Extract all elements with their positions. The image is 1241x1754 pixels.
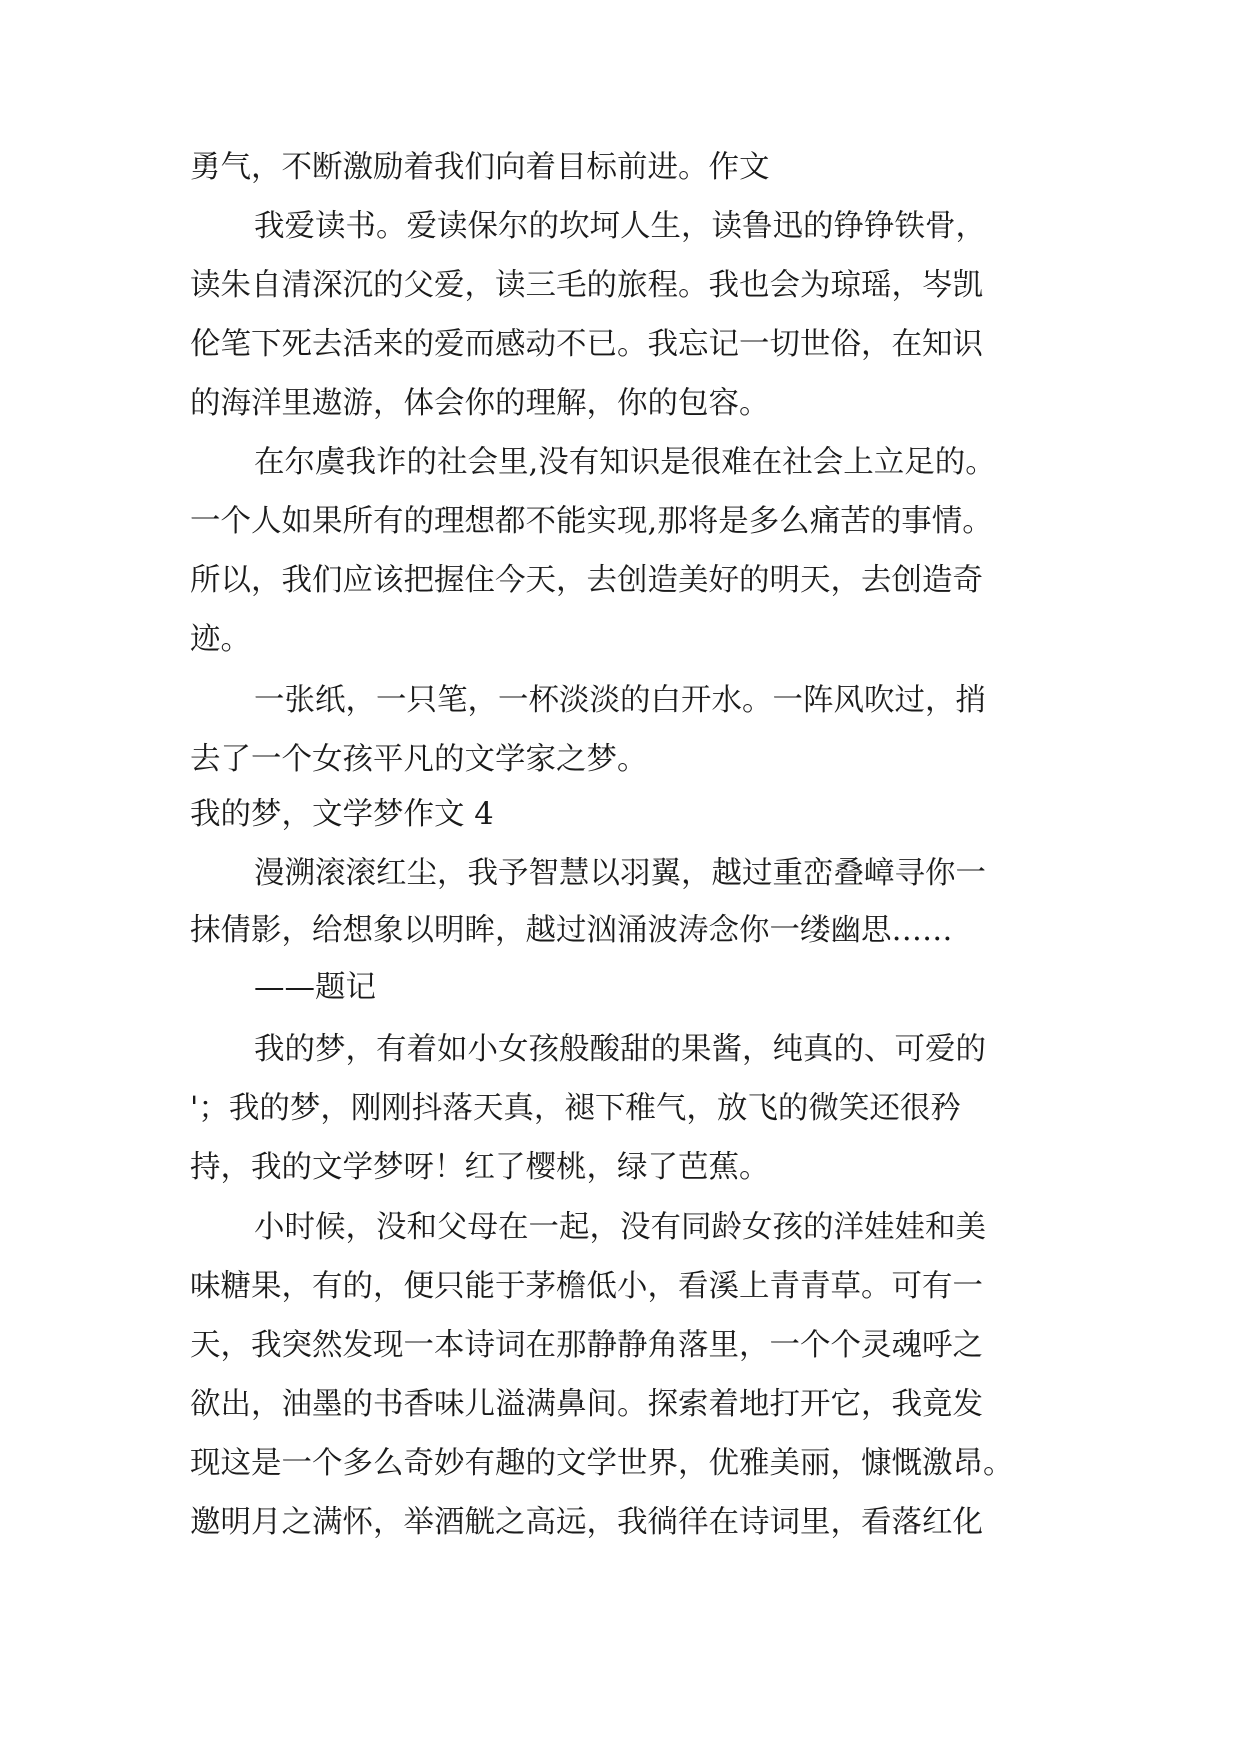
text-line: 抹倩影，给想象以明眸，越过汹涌波涛念你一缕幽思……: [190, 913, 953, 948]
text-line: 读朱自清深沉的父爱，读三毛的旅程。我也会为琼瑶，岑凯: [190, 268, 983, 303]
text-line: 伦笔下死去活来的爱而感动不已。我忘记一切世俗，在知识: [190, 327, 983, 362]
text-line: 的海洋里遨游，体会你的理解，你的包容。: [190, 386, 770, 421]
text-line: 现这是一个多么奇妙有趣的文学世界，优雅美丽，慷慨激昂。: [190, 1446, 1014, 1481]
text-line: 一张纸，一只笔，一杯淡淡的白开水。一阵风吹过，捎: [254, 683, 986, 718]
text-line: 漫溯滚滚红尘，我予智慧以羽翼，越过重峦叠嶂寻你一: [254, 856, 986, 891]
text-line: 我的梦，有着如小女孩般酸甜的果酱，纯真的、可爱的: [254, 1032, 986, 1067]
text-line: 所以，我们应该把握住今天，去创造美好的明天，去创造奇: [190, 563, 983, 598]
text-line: 勇气，不断激励着我们向着目标前进。作文: [190, 150, 770, 185]
text-line: 迹。: [190, 622, 251, 657]
section-heading: 我的梦，文学梦作文 4: [190, 797, 494, 832]
text-line: 在尔虞我诈的社会里,没有知识是很难在社会上立足的。: [254, 445, 996, 480]
text-line: 邀明月之满怀，举酒觥之高远，我徜徉在诗词里，看落红化: [190, 1505, 983, 1540]
text-line: 我爱读书。爱读保尔的坎坷人生，读鲁迅的铮铮铁骨，: [254, 209, 986, 244]
text-line: '；我的梦，刚刚抖落天真，褪下稚气，放飞的微笑还很矜: [190, 1091, 961, 1126]
text-line: 欲出，油墨的书香味儿溢满鼻间。探索着地打开它，我竟发: [190, 1387, 983, 1422]
epigraph-attribution: ——题记: [254, 970, 376, 1005]
text-line: 味糖果，有的，便只能于茅檐低小，看溪上青青草。可有一: [190, 1269, 983, 1304]
text-line: 小时候，没和父母在一起，没有同龄女孩的洋娃娃和美: [254, 1210, 986, 1245]
text-line: 持，我的文学梦呀！红了樱桃，绿了芭蕉。: [190, 1150, 770, 1185]
text-line: 天，我突然发现一本诗词在那静静角落里，一个个灵魂呼之: [190, 1328, 983, 1363]
text-line: 一个人如果所有的理想都不能实现,那将是多么痛苦的事情。: [190, 504, 993, 539]
text-line: 去了一个女孩平凡的文学家之梦。: [190, 742, 648, 777]
